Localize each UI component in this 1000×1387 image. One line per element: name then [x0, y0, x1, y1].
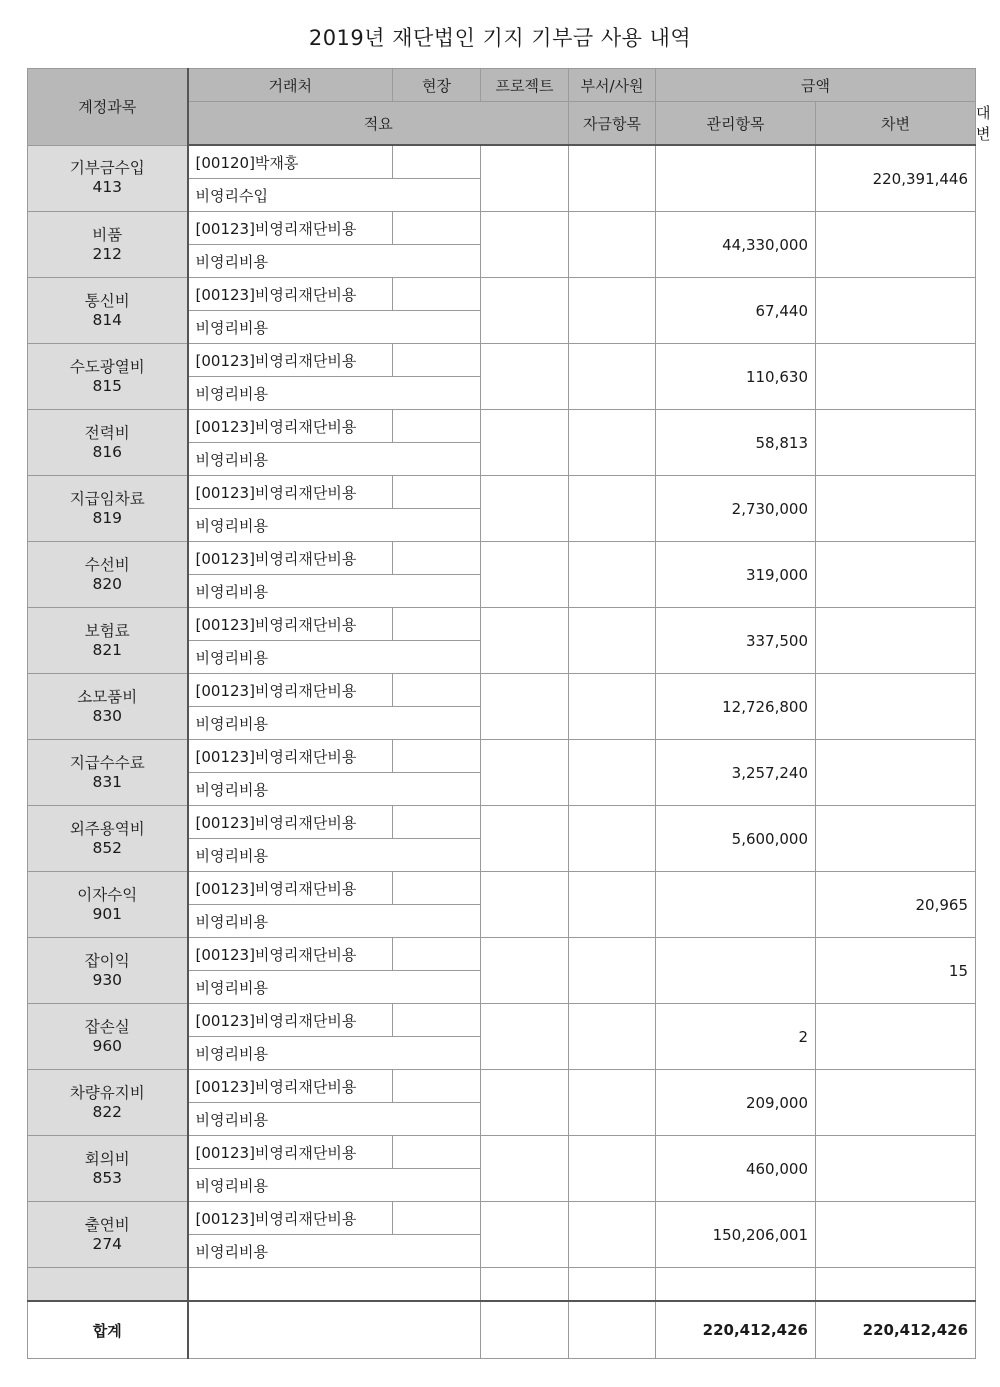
header-dept: 부서/사원 — [569, 69, 656, 102]
site-cell — [393, 608, 481, 641]
account-cell — [28, 608, 188, 674]
debit-cell: 67,440 — [656, 278, 816, 344]
empty-cell — [569, 1268, 656, 1302]
client-cell: [00123]비영리재단비용 — [188, 1004, 393, 1037]
empty-row — [28, 1268, 976, 1302]
account-code: 821 — [92, 640, 123, 659]
site-cell — [393, 938, 481, 971]
project-fund-cell — [481, 344, 569, 410]
client-cell: [00123]비영리재단비용 — [188, 1136, 393, 1169]
site-cell — [393, 674, 481, 707]
client-cell: [00123]비영리재단비용 — [188, 1070, 393, 1103]
account-code: 831 — [92, 772, 123, 791]
credit-cell — [816, 476, 976, 542]
client-cell: [00123]비영리재단비용 — [188, 410, 393, 443]
debit-cell — [656, 872, 816, 938]
project-fund-cell — [481, 1202, 569, 1268]
empty-cell — [816, 1268, 976, 1302]
credit-cell: 20,965 — [816, 872, 976, 938]
dept-mgmt-cell — [569, 938, 656, 1004]
account-cell — [28, 145, 188, 212]
table-row — [28, 542, 976, 575]
summary-cell: 비영리비용 — [188, 1235, 481, 1268]
account-cell — [28, 410, 188, 476]
debit-cell: 3,257,240 — [656, 740, 816, 806]
header-debit: 차변 — [816, 102, 976, 146]
account-name: 잡이익 — [84, 951, 130, 970]
summary-cell: 비영리비용 — [188, 245, 481, 278]
site-cell — [393, 278, 481, 311]
account-cell — [28, 476, 188, 542]
debit-cell — [656, 938, 816, 1004]
summary-cell: 비영리비용 — [188, 773, 481, 806]
account-name: 보험료 — [84, 621, 130, 640]
site-cell — [393, 476, 481, 509]
site-cell — [393, 344, 481, 377]
table-row — [28, 278, 976, 311]
header-client: 거래처 — [188, 69, 393, 102]
dept-mgmt-cell — [569, 344, 656, 410]
total-row — [28, 1301, 976, 1359]
account-name: 이자수익 — [77, 885, 138, 904]
credit-cell — [816, 674, 976, 740]
project-fund-cell — [481, 1136, 569, 1202]
dept-mgmt-cell — [569, 674, 656, 740]
header-mgmt-item: 관리항목 — [656, 102, 816, 146]
dept-mgmt-cell — [569, 1070, 656, 1136]
client-cell: [00123]비영리재단비용 — [188, 278, 393, 311]
debit-cell: 337,500 — [656, 608, 816, 674]
credit-cell — [816, 806, 976, 872]
account-cell — [28, 1070, 188, 1136]
client-cell: [00123]비영리재단비용 — [188, 1202, 393, 1235]
credit-cell — [816, 740, 976, 806]
site-cell — [393, 1070, 481, 1103]
account-cell — [28, 344, 188, 410]
summary-cell: 비영리비용 — [188, 971, 481, 1004]
project-fund-cell — [481, 1070, 569, 1136]
summary-cell: 비영리비용 — [188, 1037, 481, 1070]
header-fund-item: 자금항목 — [569, 102, 656, 146]
account-code: 819 — [92, 508, 123, 527]
table-row — [28, 1070, 976, 1103]
table-row — [28, 674, 976, 707]
site-cell — [393, 1004, 481, 1037]
debit-cell: 110,630 — [656, 344, 816, 410]
dept-mgmt-cell — [569, 872, 656, 938]
account-name: 회의비 — [84, 1149, 130, 1168]
table-row — [28, 410, 976, 443]
debit-cell: 319,000 — [656, 542, 816, 608]
account-name: 수도광열비 — [69, 357, 145, 376]
summary-cell: 비영리비용 — [188, 905, 481, 938]
summary-cell: 비영리비용 — [188, 509, 481, 542]
empty-account-cell — [28, 1268, 188, 1302]
debit-cell: 44,330,000 — [656, 212, 816, 278]
dept-mgmt-cell — [569, 145, 656, 212]
page-title: 2019년 재단법인 기지 기부금 사용 내역 — [308, 26, 692, 50]
table-row — [28, 476, 976, 509]
dept-mgmt-cell — [569, 476, 656, 542]
client-cell: [00123]비영리재단비용 — [188, 806, 393, 839]
client-cell: [00123]비영리재단비용 — [188, 740, 393, 773]
summary-cell: 비영리비용 — [188, 311, 481, 344]
site-cell — [393, 872, 481, 905]
debit-cell: 5,600,000 — [656, 806, 816, 872]
site-cell — [393, 542, 481, 575]
summary-cell: 비영리비용 — [188, 1103, 481, 1136]
project-fund-cell — [481, 740, 569, 806]
account-name: 지급수수료 — [69, 753, 145, 772]
table-row — [28, 145, 976, 179]
dept-mgmt-cell — [569, 410, 656, 476]
header-project: 프로젝트 — [481, 69, 569, 102]
client-cell: [00123]비영리재단비용 — [188, 212, 393, 245]
table-row — [28, 608, 976, 641]
site-cell — [393, 740, 481, 773]
account-code: 830 — [92, 706, 123, 725]
debit-cell: 58,813 — [656, 410, 816, 476]
empty-cell — [188, 1268, 481, 1302]
summary-cell: 비영리비용 — [188, 1169, 481, 1202]
debit-cell: 150,206,001 — [656, 1202, 816, 1268]
credit-cell — [816, 1136, 976, 1202]
account-name: 소모품비 — [77, 687, 138, 706]
total-debit: 220,412,426 — [656, 1301, 816, 1359]
debit-cell: 12,726,800 — [656, 674, 816, 740]
project-fund-cell — [481, 145, 569, 212]
account-name: 출연비 — [84, 1215, 130, 1234]
site-cell — [393, 1136, 481, 1169]
site-cell — [393, 410, 481, 443]
dept-mgmt-cell — [569, 1136, 656, 1202]
account-code: 822 — [92, 1102, 123, 1121]
account-name: 잡손실 — [84, 1017, 130, 1036]
total-empty-cell — [188, 1301, 481, 1359]
summary-cell: 비영리비용 — [188, 575, 481, 608]
summary-cell: 비영리비용 — [188, 707, 481, 740]
account-cell — [28, 740, 188, 806]
project-fund-cell — [481, 938, 569, 1004]
account-name: 통신비 — [84, 291, 130, 310]
site-cell — [393, 212, 481, 245]
debit-cell: 460,000 — [656, 1136, 816, 1202]
account-name: 수선비 — [84, 555, 130, 574]
client-cell: [00123]비영리재단비용 — [188, 674, 393, 707]
total-empty-cell — [481, 1301, 569, 1359]
account-name: 기부금수입 — [69, 159, 145, 178]
summary-cell: 비영리비용 — [188, 377, 481, 410]
dept-mgmt-cell — [569, 608, 656, 674]
account-cell — [28, 1136, 188, 1202]
account-code: 960 — [92, 1036, 123, 1055]
site-cell — [393, 806, 481, 839]
client-cell: [00123]비영리재단비용 — [188, 608, 393, 641]
credit-cell — [816, 1004, 976, 1070]
account-name: 지급임차료 — [69, 489, 145, 508]
credit-cell: 220,391,446 — [816, 145, 976, 212]
donation-ledger-table — [27, 68, 991, 1359]
account-code: 212 — [92, 244, 123, 263]
account-cell — [28, 1202, 188, 1268]
account-code: 413 — [92, 178, 123, 197]
project-fund-cell — [481, 542, 569, 608]
project-fund-cell — [481, 806, 569, 872]
summary-cell: 비영리비용 — [188, 443, 481, 476]
table-row — [28, 938, 976, 971]
client-cell: [00123]비영리재단비용 — [188, 344, 393, 377]
account-name: 전력비 — [84, 423, 130, 442]
credit-cell — [816, 608, 976, 674]
table-row — [28, 212, 976, 245]
table-row — [28, 1136, 976, 1169]
account-cell — [28, 212, 188, 278]
header-row-2: 적요 자금항목 관리항목 차변 대변 — [28, 102, 976, 146]
debit-cell: 209,000 — [656, 1070, 816, 1136]
table-row — [28, 872, 976, 905]
client-cell: [00120]박재홍 — [188, 145, 393, 179]
account-code: 820 — [92, 574, 123, 593]
account-cell — [28, 872, 188, 938]
total-empty-cell — [569, 1301, 656, 1359]
total-credit: 220,412,426 — [816, 1301, 976, 1359]
table-row — [28, 740, 976, 773]
table-row — [28, 344, 976, 377]
account-code: 853 — [92, 1168, 123, 1187]
summary-cell: 비영리수입 — [188, 179, 481, 212]
total-label: 합계 — [28, 1301, 188, 1359]
project-fund-cell — [481, 212, 569, 278]
credit-cell — [816, 1070, 976, 1136]
client-cell: [00123]비영리재단비용 — [188, 938, 393, 971]
debit-cell — [656, 145, 816, 212]
account-code: 274 — [92, 1234, 123, 1253]
dept-mgmt-cell — [569, 1004, 656, 1070]
table-row — [28, 1004, 976, 1037]
header-row-1 — [28, 69, 976, 102]
credit-cell — [816, 410, 976, 476]
project-fund-cell — [481, 1004, 569, 1070]
dept-mgmt-cell — [569, 1202, 656, 1268]
account-name: 비품 — [92, 225, 123, 244]
account-cell — [28, 806, 188, 872]
summary-cell: 비영리비용 — [188, 641, 481, 674]
client-cell: [00123]비영리재단비용 — [188, 542, 393, 575]
project-fund-cell — [481, 608, 569, 674]
account-code: 816 — [92, 442, 123, 461]
account-code: 901 — [92, 904, 123, 923]
dept-mgmt-cell — [569, 278, 656, 344]
dept-mgmt-cell — [569, 212, 656, 278]
credit-cell — [816, 278, 976, 344]
account-cell — [28, 674, 188, 740]
dept-mgmt-cell — [569, 740, 656, 806]
account-cell — [28, 542, 188, 608]
header-amount: 금액 — [656, 69, 976, 102]
account-cell — [28, 278, 188, 344]
dept-mgmt-cell — [569, 806, 656, 872]
project-fund-cell — [481, 476, 569, 542]
header-site: 현장 — [393, 69, 481, 102]
project-fund-cell — [481, 410, 569, 476]
client-cell: [00123]비영리재단비용 — [188, 872, 393, 905]
credit-cell: 15 — [816, 938, 976, 1004]
account-cell — [28, 1004, 188, 1070]
debit-cell: 2,730,000 — [656, 476, 816, 542]
client-cell: [00123]비영리재단비용 — [188, 476, 393, 509]
site-cell — [393, 1202, 481, 1235]
credit-cell — [816, 542, 976, 608]
header-summary: 적요 — [188, 102, 569, 146]
summary-cell: 비영리비용 — [188, 839, 481, 872]
project-fund-cell — [481, 872, 569, 938]
site-cell — [393, 145, 481, 179]
account-code: 930 — [92, 970, 123, 989]
dept-mgmt-cell — [569, 542, 656, 608]
account-cell — [28, 938, 188, 1004]
credit-cell — [816, 212, 976, 278]
debit-cell: 2 — [656, 1004, 816, 1070]
account-code: 815 — [92, 376, 123, 395]
empty-cell — [481, 1268, 569, 1302]
account-name: 외주용역비 — [69, 819, 145, 838]
credit-cell — [816, 1202, 976, 1268]
empty-cell — [656, 1268, 816, 1302]
credit-cell — [816, 344, 976, 410]
header-account: 계정과목 — [28, 69, 188, 146]
account-name: 차량유지비 — [69, 1083, 145, 1102]
account-code: 814 — [92, 310, 123, 329]
account-code: 852 — [92, 838, 123, 857]
project-fund-cell — [481, 674, 569, 740]
project-fund-cell — [481, 278, 569, 344]
table-row — [28, 806, 976, 839]
table-row — [28, 1202, 976, 1235]
